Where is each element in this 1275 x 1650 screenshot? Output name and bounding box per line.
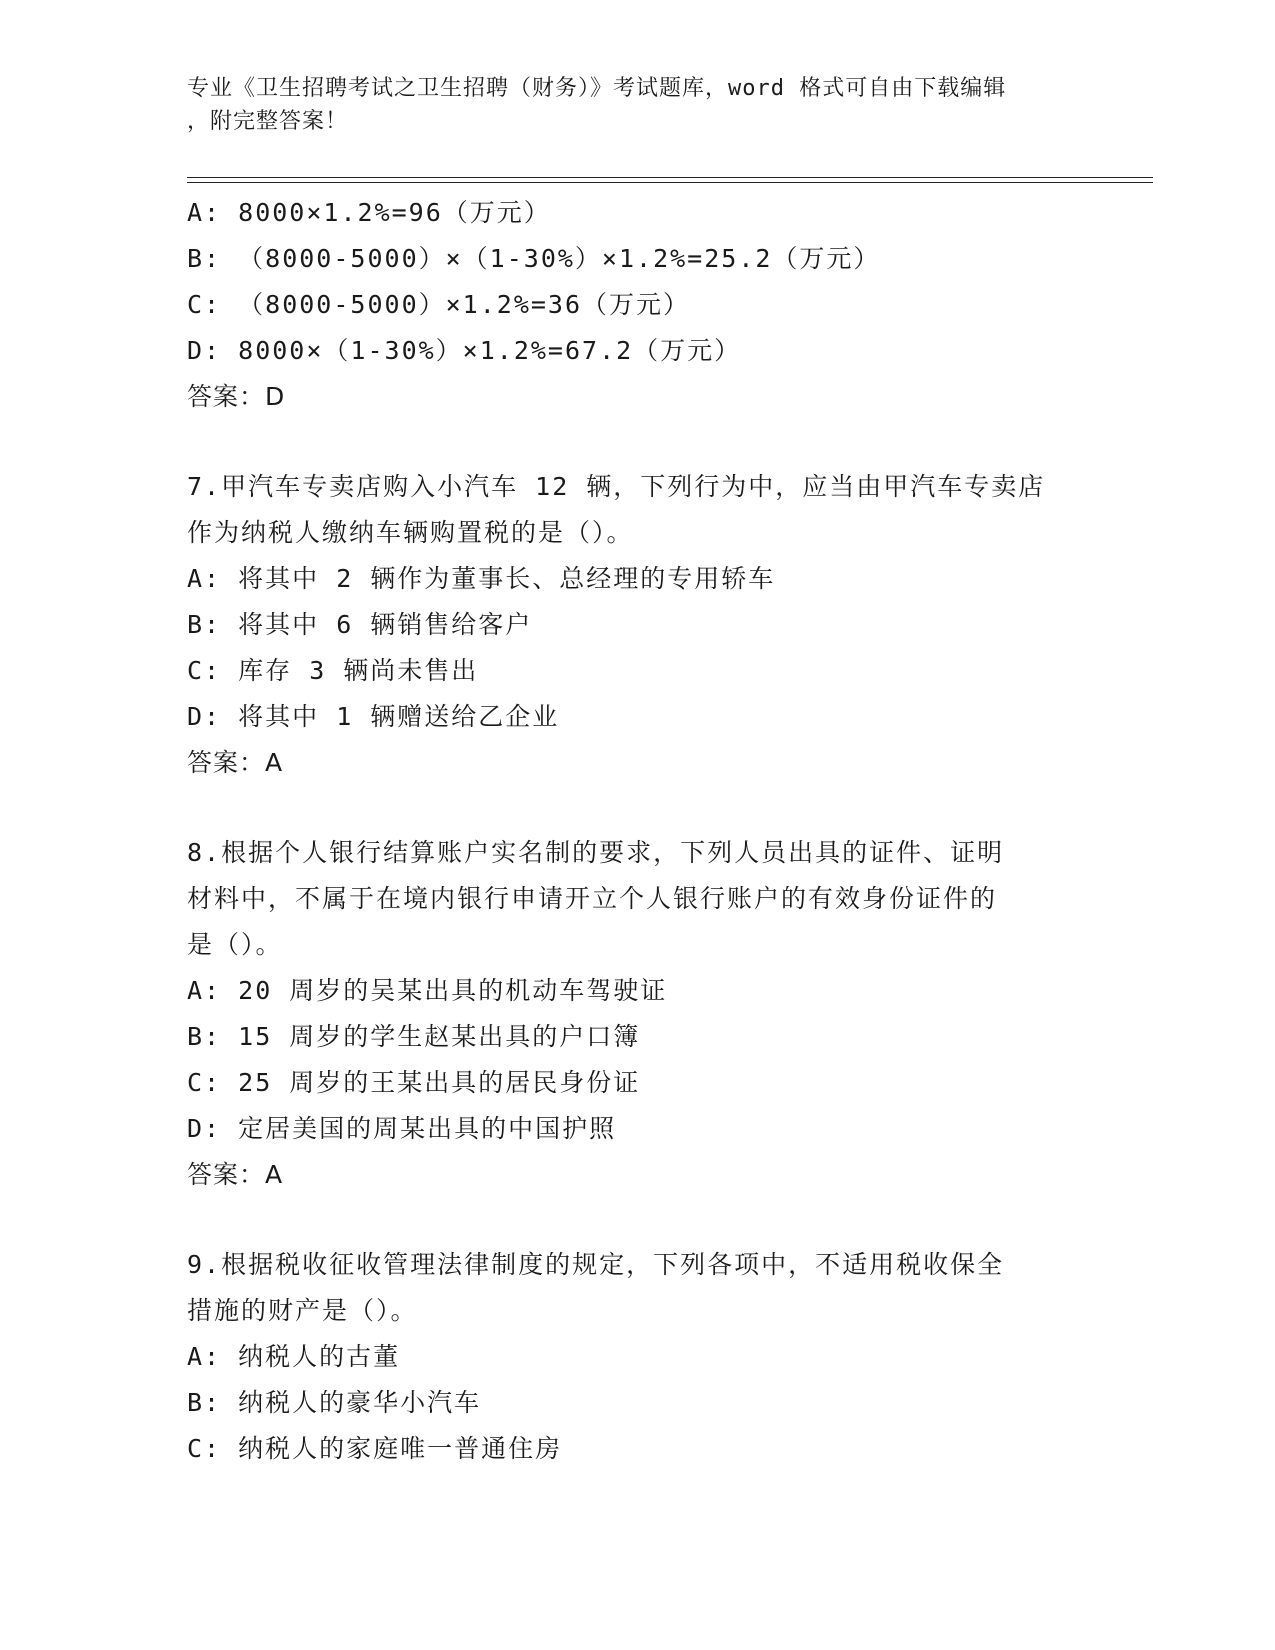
q8-stem-line-1: 8.根据个人银行结算账户实名制的要求，下列人员出具的证件、证明 — [187, 838, 1005, 867]
spacer — [187, 420, 1087, 464]
q9-stem-line-2: 措施的财产是（）。 — [187, 1296, 418, 1325]
q8-option-c: C: 25 周岁的王某出具的居民身份证 — [187, 1068, 641, 1097]
q6-option-c: C: （8000-5000）×1.2%=36（万元） — [187, 290, 691, 319]
question-8 — [187, 830, 1087, 1198]
q6-option-d: D: 8000×（1-30%）×1.2%=67.2（万元） — [187, 336, 742, 365]
q8-option-d: D: 定居美国的周某出具的中国护照 — [187, 1114, 617, 1143]
header-divider-top — [187, 177, 1153, 178]
q9-option-b: B: 纳税人的豪华小汽车 — [187, 1388, 482, 1417]
question-list — [187, 190, 1087, 1472]
q8-option-b: B: 15 周岁的学生赵某出具的户口簿 — [187, 1022, 641, 1051]
page-header — [187, 72, 1087, 138]
q7-option-d: D: 将其中 1 辆赠送给乙企业 — [187, 702, 560, 731]
q7-option-a: A: 将其中 2 辆作为董事长、总经理的专用轿车 — [187, 564, 776, 593]
q7-stem-line-1: 7.甲汽车专卖店购入小汽车 12 辆，下列行为中，应当由甲汽车专卖店 — [187, 472, 1046, 501]
question-9 — [187, 1242, 1087, 1472]
spacer — [187, 1198, 1087, 1242]
q8-stem-line-2: 材料中，不属于在境内银行申请开立个人银行账户的有效身份证件的 — [187, 884, 998, 913]
question-7 — [187, 464, 1087, 786]
q6-option-b: B: （8000-5000）×（1-30%）×1.2%=25.2（万元） — [187, 244, 881, 273]
q6-answer: 答案：D — [187, 382, 286, 411]
header-line-2: ，附完整答案！ — [187, 109, 349, 134]
q7-stem-line-2: 作为纳税人缴纳车辆购置税的是（）。 — [187, 518, 634, 547]
q7-answer: 答案：A — [187, 748, 284, 777]
q7-option-b: B: 将其中 6 辆销售给客户 — [187, 610, 533, 639]
spacer — [187, 786, 1087, 830]
q9-stem-line-1: 9.根据税收征收管理法律制度的规定，下列各项中，不适用税收保全 — [187, 1250, 1005, 1279]
q6-option-a: A: 8000×1.2%=96（万元） — [187, 198, 551, 227]
q8-answer: 答案：A — [187, 1160, 284, 1189]
q9-option-c: C: 纳税人的家庭唯一普通住房 — [187, 1434, 563, 1463]
q9-option-a: A: 纳税人的古董 — [187, 1342, 401, 1371]
q8-stem-line-3: 是（）。 — [187, 930, 283, 959]
header-divider-bottom — [187, 182, 1153, 183]
header-line-1: 专业《卫生招聘考试之卫生招聘（财务）》考试题库，word 格式可自由下载编辑 — [187, 76, 1007, 101]
question-6 — [187, 190, 1087, 420]
q8-option-a: A: 20 周岁的吴某出具的机动车驾驶证 — [187, 976, 668, 1005]
q7-option-c: C: 库存 3 辆尚未售出 — [187, 656, 479, 685]
